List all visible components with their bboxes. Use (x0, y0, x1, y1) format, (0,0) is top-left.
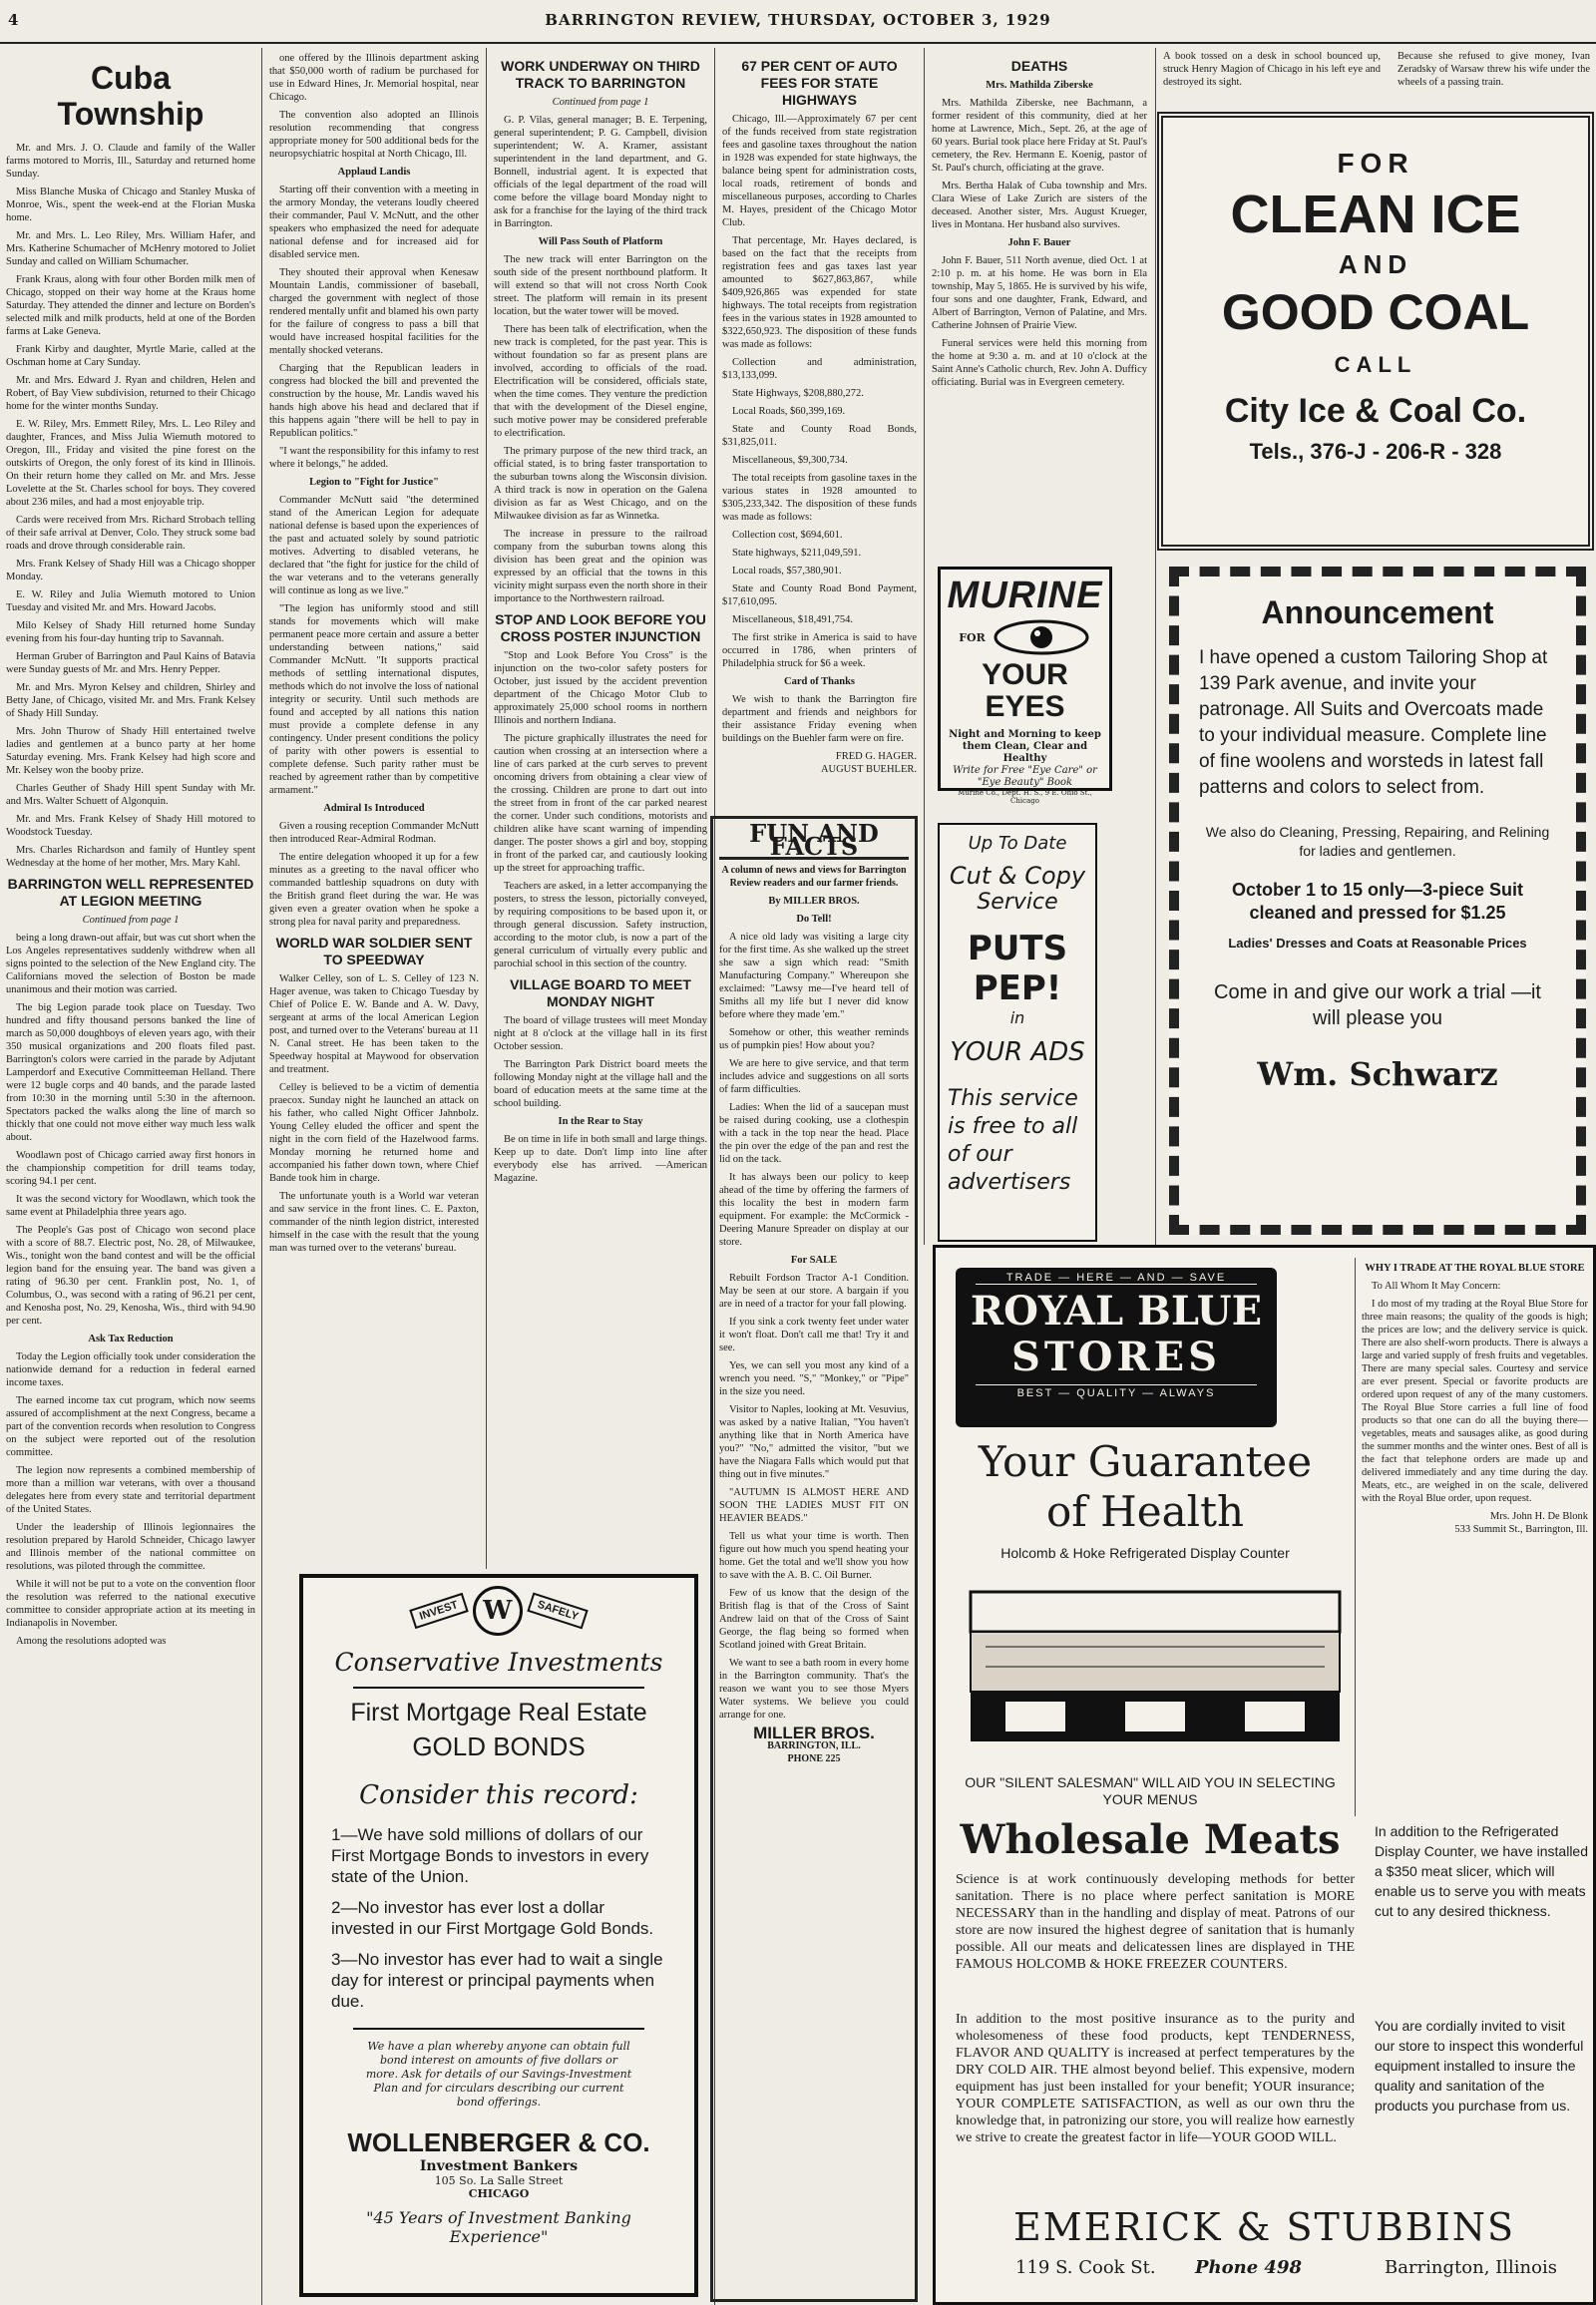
thanks-subhead: Card of Thanks (784, 676, 855, 687)
column-cuba-township (0, 48, 261, 2305)
bonds-line2: GOLD BONDS (412, 1731, 586, 1761)
rear-subhead: In the Rear to Stay (558, 1116, 643, 1127)
ice-l1: FOR (1337, 148, 1414, 179)
royal-side2: You are cordially invited to visit our store to inspect this wonderful equipment installed to insure the quality and sanitation of the products you purchase from us. (1375, 2018, 1584, 2113)
article-paragraph: Mrs. John Thurow of Shady Hill entertained twelve ladies and gentlemen at a bunco party at her home Saturday evening. Mrs. Frank Kelsey had high score and Mr. Kelsey won the booby prize. (6, 726, 255, 776)
copy-l4: PUTS PEP! (967, 929, 1068, 1008)
schwarz-offer: October 1 to 15 only—3-piece Suit cleaned and pressed for $1.25 (1231, 880, 1524, 923)
article-paragraph: The picture graphically illustrates the need for caution when crossing at an intersection where a line of cars parked at the curb serves to prevent oncoming drivers from obtaining a clear view of the crossing. Children are prone to dart out into the street from in front of the car parked nearest the corner. Under such conditions, motorists and children alike have scant warning of impending danger. The poster shows a girl and boy, stopping in front of the parked car, and cautiously looking up the street for approaching traffic. (494, 733, 707, 874)
article-paragraph: State Highways, $208,880,272. (732, 388, 864, 399)
article-paragraph: Be on time in life in both small and large things. Keep up to date. Don't limp into line after everybody else has arrived. —American Magazine. (494, 1134, 707, 1184)
tax-paras (6, 1350, 255, 1648)
landis-subhead: Applaud Landis (337, 167, 411, 178)
article-paragraph: If you sink a cork twenty feet under water it won't float. Don't call me that! Try it and see. (719, 1317, 909, 1353)
royal-g1: Your Guarantee (978, 1437, 1313, 1486)
article-paragraph: E. W. Riley and Julia Wiemuth motored to Union Tuesday and visited Mr. and Mrs. Howard Jacobs. (6, 589, 255, 613)
thanks-paras (722, 693, 917, 745)
bonds-fine: We have a plan whereby anyone can obtain full bond interest on amounts of five dollars or more. Ask for details of our Savings-Investment Plan and for circulars describing our current bond offerings. (365, 2040, 632, 2109)
article-paragraph: one offered by the Illinois department asking that $50,000 worth of radium be purchased for use in Edward Hines, Jr. Memorial hospital, near Chicago. (269, 53, 479, 103)
copy-l2: Cut & Copy (949, 862, 1086, 890)
fun-paras-2 (719, 1272, 909, 1722)
article-paragraph: State and County Road Bond Payment, $17,610,095. (722, 583, 917, 607)
platform-paras (494, 253, 707, 605)
rear-paras (494, 1133, 707, 1185)
article-paragraph: State and County Road Bonds, $31,825,011. (722, 424, 917, 448)
article-paragraph: The increase in pressure to the railroad company from the suburban towns along this division has been great and the opinion was expressed by an official that the towns in this vicinity might surpass even the north shore in their importance to the Northwestern railroad. (494, 529, 707, 604)
admiral-paras (269, 820, 479, 929)
schwarz-ladies: Ladies' Dresses and Coats at Reasonable Prices (1228, 936, 1527, 951)
article-paragraph: "I want the responsibility for this infamy to rest where it belongs," he added. (269, 446, 479, 470)
why-to: To All Whom It May Concern: (1372, 1281, 1501, 1292)
ice-l5: CALL (1334, 352, 1417, 377)
continued-note: Continued from page 1 (82, 915, 180, 926)
schwarz-also: We also do Cleaning, Pressing, Repairing, and Relining for ladies and gentlemen. (1205, 824, 1550, 859)
article-paragraph: Few of us know that the design of the British flag is that of the Cross of Saint Andrew laid on that of the Cross of Saint George, the flag being so formed when Scotland joined with Great Britain. (719, 1588, 909, 1651)
sale-subhead: For SALE (790, 1255, 838, 1266)
schwarz-title: Announcement (1261, 594, 1494, 630)
column-rule (924, 48, 925, 1245)
third-track-paras (494, 114, 707, 230)
column-auto-fees (716, 48, 923, 811)
murine-your-eyes: YOUR EYES (982, 658, 1068, 723)
brief-book-text: A book tossed on a desk in school bounced up, struck Henry Magion of Chicago in his left eye and destroyed its sight. (1163, 51, 1381, 88)
column-rule (486, 48, 487, 1569)
article-paragraph: Mrs. Mathilda Ziberske, nee Bachmann, a former resident of this community, died at her home at Lawrence, Mich., Sept. 26, at the age of 60 years. Burial took place here Friday at St. Paul's cemetery, the Rev. Hermann E. Koenig, pastor of St. Paul's church, officiating at the grave. (932, 98, 1147, 174)
village-board-headline: VILLAGE BOARD TO MEET MONDAY NIGHT (510, 976, 691, 1009)
eye-icon (992, 619, 1091, 655)
royal-addr: 119 S. Cook St. (1015, 2257, 1156, 2278)
bonds-addr: 105 So. La Salle Street (434, 2174, 564, 2187)
royal-holcomb: Holcomb & Hoke Refrigerated Display Counter (1000, 1545, 1290, 1561)
royal-side1: In addition to the Refrigerated Display Counter, we have installed a $350 meat slicer, which will enable us to serve you with meats cut to any desired thickness. (1375, 1823, 1589, 1919)
article-paragraph: Mr. and Mrs. L. Leo Riley, Mrs. William Hafer, and Mrs. Katherine Schumacher of McHenry motored to Joliet Sunday and called on William Schumacher. (6, 230, 255, 267)
article-paragraph: That percentage, Mr. Hayes declared, is based on the fact that the receipts from registration fees and gas taxes last year amounted to $627,863,867, while $409,926,865 was expended for state highways. The total receipts from registration fees in the various states in 1928 amounted to $322,650,923. The disposition of these funds was made as follows: (722, 235, 917, 350)
fun-sign-3: PHONE 225 (787, 1753, 841, 1764)
schwarz-name: Wm. Schwarz (1257, 1055, 1498, 1093)
royal-trade: TRADE — HERE — AND — SAVE (976, 1272, 1257, 1285)
fun-sign-1: MILLER BROS. (753, 1724, 875, 1742)
fun-by: By MILLER BROS. (768, 896, 860, 907)
murine-write: Write for Free "Eye Care" or "Eye Beauty" Book (953, 765, 1097, 788)
bonds-line3: Consider this record: (359, 1780, 638, 1810)
article-paragraph: Frank Kraus, along with four other Borden milk men of Chicago, stopped on their way home at the Kraus home Saturday. They attended the dinner and lecture on Borden's selected milk and milk products, held at one of the Borden farms at Lake Geneva. (6, 274, 255, 337)
cuba-paras (6, 142, 255, 870)
ad-wollenberger (299, 1574, 698, 2297)
copy-l1: Up To Date (968, 833, 1067, 854)
brief-warsaw (1392, 46, 1596, 116)
article-paragraph: The convention also adopted an Illinois resolution recommending that congress appropriate money for 500 additional beds for the neuropsychiatric hospital at North Chicago, Ill. (269, 110, 479, 160)
ad-schwarz (1169, 567, 1586, 1235)
article-paragraph: Collection and administration, $13,133,099. (722, 357, 917, 381)
ad-copy-service (938, 823, 1097, 1242)
murine-addr: Murine Co., Dept. H. S., 9 E. Ohio St., Chicago (958, 789, 1092, 805)
article-paragraph: Visitor to Naples, looking at Mt. Vesuvius, was asked by a native Italian, "You haven't anything like that in North America have you?" "No," admitted the visitor, "but we have the Niagara Falls which would put that thing out in five minutes." (719, 1404, 909, 1480)
royal-city: Barrington, Illinois (1385, 2257, 1557, 2278)
article-paragraph: Mr. and Mrs. Myron Kelsey and children, Shirley and Betty Jane, of Chicago, visited Mr. and Mrs. Frank Kelsey of Shady Hill Sunday. (6, 682, 255, 719)
soldier-paras (269, 972, 479, 1255)
article-paragraph: Somehow or other, this weather reminds us of pumpkin pies! How about you? (719, 1027, 909, 1051)
column-legion (263, 48, 485, 1569)
article-paragraph: Walker Celley, son of L. S. Celley of 123 N. Hager avenue, was taken to Chicago Tuesday by Chief of Police E. W. Bande and A. W. Davy, sergeant at arms of the local American Legion post, and turned over to the Veterans' bureau at 11 N. Canal street. He has been taken to the Speedway hospital at Maywood for observation and treatment. (269, 973, 479, 1075)
page-number: 4 (8, 11, 20, 29)
thanks-sig-2: AUGUST BUEHLER. (820, 764, 917, 775)
legion-paras (6, 932, 255, 1328)
article-paragraph: Local roads, $57,380,901. (732, 566, 842, 576)
cuba-title: Cuba (91, 60, 171, 96)
article-paragraph: Miscellaneous, $18,491,754. (732, 614, 854, 625)
ice-l4: GOOD COAL (1221, 284, 1530, 340)
brief-warsaw-text: Because she refused to give money, Ivan Zeradsky of Warsaw threw his wife under the wheels of a passing train. (1397, 51, 1590, 88)
ice-l7: Tels., 376-J - 206-R - 328 (1249, 439, 1502, 464)
stop-look-paras (494, 649, 707, 970)
bauer-paras (932, 254, 1147, 389)
deaths-headline: DEATHS (1010, 58, 1068, 74)
masthead (0, 0, 1596, 44)
article-paragraph: John F. Bauer, 511 North avenue, died Oct. 1 at 2:10 p. m. at his home. He was born in Ela township, May 5, 1865. He is survived by his wife, four sons and one daughter, Frank, Edward, and Albert of Barrington, Vernon of Palatine, and Mrs. Catherine Johnsen of Prairie View. (932, 255, 1147, 331)
ice-l3: AND (1338, 249, 1413, 279)
article-paragraph: While it will not be put to a vote on the convention floor the resolution was referred to the national executive committee to consider appropriate action at its meeting in Indianapolis in November. (6, 1579, 255, 1629)
village-board-paras (494, 1014, 707, 1110)
bond-record-item: 2—No investor has ever lost a dollar invested in our First Mortgage Gold Bonds. (331, 1898, 654, 1938)
copy-l7: This service is free to all of our advertisers (948, 1086, 1078, 1195)
bonds-title: Conservative Investments (334, 1648, 663, 1677)
copy-l5: in (1009, 1008, 1025, 1027)
brief-book (1157, 46, 1387, 116)
royal-g2: of Health (1045, 1487, 1245, 1536)
article-paragraph: Cards were received from Mrs. Richard Strobach telling of their safe arrival at Denver, Colo. They struck some bad roads and drove through considerable rain. (6, 515, 255, 552)
royal-logo (956, 1268, 1277, 1427)
bonds-line1: First Mortgage Real Estate (350, 1699, 647, 1727)
fun-sign-2: BARRINGTON, ILL. (767, 1740, 861, 1751)
admiral-subhead: Admiral Is Introduced (323, 803, 425, 814)
article-paragraph: Starting off their convention with a meeting in the armory Monday, the veterans loudly cheered their commander, Paul V. McNutt, and the other speakers who emphasized the need for adequate national defense and for increased aid for disabled service men. (269, 185, 479, 260)
article-paragraph: State highways, $211,049,591. (732, 548, 862, 559)
thanks-sig-1: FRED G. HAGER. (835, 751, 917, 762)
article-paragraph: Celley is believed to be a victim of dementia praecox. Sunday night he launched an attack on his father, who called Night Officer Jahnbolz. Young Celley eluded the officer and spent the night in the corn field of the Hazelwood farms. Monday morning he returned home and accompanied his father down town, where Chief Bande took him in charge. (269, 1082, 479, 1184)
article-paragraph: The legion now represents a combined membership of more than a million war veterans, with over a thousand delegates here from every state and territorial department of the United States. (6, 1465, 255, 1515)
royal-p1: Science is at work continuously developing methods for better sanitation. There is no place where perfect sanitation is MORE NECESSARY than in the handling and display of meat. Patrons of our store are now insured the highest degree of sanitation that is humanly possible. All our meats and delicatessen lines are displayed in THE FAMOUS HOLCOMB & HOKE FREEZER COUNTERS. (956, 1872, 1355, 1972)
article-paragraph: Funeral services were held this morning from the home at 9:30 a. m. and at 10 o'clock at the Saint Anne's Catholic church, Rev. John A. Dufficy officiating. Burial was in Evergreen cemetery. (932, 338, 1147, 388)
article-paragraph: Woodlawn post of Chicago carried away first honors in the championship competition for drill teams today, scoring 94.1 per cent. (6, 1150, 255, 1187)
article-paragraph: It has always been our policy to keep ahead of the time by offering the farmers of this locality the best in modern farm equipment. For example: the McCormick - Deering Manure Spreader on display at our store. (719, 1172, 909, 1248)
w-emblem-icon: W (473, 1586, 523, 1636)
royal-p2: In addition to the most positive insurance as to the purity and wholesomeness of these food products, kept TENDERNESS, FLAVOR AND QUALITY is increased at perfect temperatures by the DRY COLD AIR. THE almost beyond belief. This expensive, modern equipment has just been installed for your benefit; YOUR insurance; YOUR COMPLETE SATISFACTION, as well as our own thru the knowledge that, in patronizing our store, you will realize how earnestly we strive to create the greatest factor in life—YOUR GOOD WILL. (956, 2012, 1355, 2145)
article-paragraph: The total receipts from gasoline taxes in the various states in 1928 amounted to $305,233,342. The disposition of these funds was made as follows: (722, 473, 917, 523)
article-paragraph: Herman Gruber of Barrington and Paul Kains of Batavia were Sunday guests of Mr. and Mrs. Henry Pepper. (6, 651, 255, 675)
article-paragraph: Today the Legion officially took under consideration the nationwide demand for a reduction in federal earned income taxes. (6, 1351, 255, 1388)
ziberske-paras (932, 97, 1147, 231)
article-paragraph: Mrs. Bertha Halak of Cuba township and Mrs. Clara Wiese of Lake Zurich are sisters of the deceased. Another sister, Mrs. August Krueger, lives in Montana. Her husband also survives. (932, 181, 1147, 230)
auto-fees-headline: 67 PER CENT OF AUTO FEES FOR STATE HIGHWAYS (741, 58, 898, 108)
article-paragraph: "Stop and Look Before You Cross" is the injunction on the two-color safety posters for October, just issued by the accident prevention department of the Chicago Motor Club to approximately 25,000 school rooms in northern Illinois and northern Indiana. (494, 650, 707, 726)
fun-title: FUN AND FACTS (719, 827, 909, 860)
article-paragraph: Ladies: When the lid of a saucepan must be raised during cooking, use a clothespin with a tack in the top near the head. Place the pin over the edge of the pan and rest the lid on the tack. (719, 1102, 909, 1165)
article-paragraph: The board of village trustees will meet Monday night at 8 o'clock at the village hall in its first October session. (494, 1015, 707, 1052)
article-paragraph: The unfortunate youth is a World war veteran and saw service in the front lines. C. E. Paxton, commander of the ninth legion district, interested himself in the case with the result that the young man was turned over to the veterans' bureau. (269, 1191, 479, 1254)
ziberske-subhead: Mrs. Mathilda Ziberske (986, 80, 1093, 91)
article-paragraph: Given a rousing reception Commander McNutt then introduced Rear-Admiral Rodman. (269, 821, 479, 845)
article-paragraph: Under the leadership of Illinois legionnaires the resolution prepared by Harold Schneider, Chicago lawyer and Illinois member of the national committee on resolutions, was piloted through the committee. (6, 1522, 255, 1572)
article-paragraph: They shouted their approval when Kenesaw Mountain Landis, commissioner of baseball, charged the government with neglect of those rendered mentally unfit and blamed his own party for the failure of congress to pass a bill that would have increased hospital facilities for the mentally shocked veterans. (269, 267, 479, 356)
royal-em: EMERICK & STUBBINS (1012, 2205, 1515, 2249)
landis-paras (269, 184, 479, 471)
bond-record-item: 1—We have sold millions of dollars of our First Mortgage Bonds to investors in every state of the Union. (331, 1825, 649, 1886)
platform-subhead: Will Pass South of Platform (538, 236, 663, 247)
article-paragraph: Miscellaneous, $9,300,734. (732, 455, 848, 466)
article-paragraph: "AUTUMN IS ALMOST HERE AND SOON THE LADIES MUST FIT ON HEAVIER BEADS." (719, 1487, 909, 1524)
article-paragraph: The primary purpose of the new third track, an official stated, is to bring faster transportation to the suburban towns along the Wisconsin division. A third track is now in operation on the Galena division as far as West Chicago, and on the Milwaukee division as far as Winnetka. (494, 446, 707, 522)
article-paragraph: being a long drawn-out affair, but was cut short when the Los Angeles representatives suddenly withdrew when all signs pointed to the selection of the New England city. The Californians moved the selection of Boston be made unanimous and their motion was carried. (6, 933, 255, 995)
article-paragraph: Mr. and Mrs. Frank Kelsey of Shady Hill motored to Woodstock Tuesday. (6, 814, 255, 838)
article-paragraph: Milo Kelsey of Shady Hill returned home Sunday evening from his four-day hunting trip to Savannah. (6, 620, 255, 644)
article-paragraph: A nice old lady was visiting a large city for the first time. As she walked up the street she saw a sign which read: "Smith Manufacturing Company." Whereupon she exclaimed: "Lawsy me—I've heard tell of Smiths all my life but I never did know before where they made 'em." (719, 932, 909, 1020)
article-paragraph: Rebuilt Fordson Tractor A-1 Condition. May be seen at our store. A bargain if you are in need of a tractor for your fall plowing. (719, 1273, 909, 1310)
article-paragraph: Charging that the Republican leaders in congress had blocked the bill and prevented the construction by the house, Mr. Landis waved his hands high above his head and declared that if this happens again "there will be hell to pay in Republican politics." (269, 363, 479, 439)
bonds-items (323, 1824, 674, 2012)
article-paragraph: Mrs. Frank Kelsey of Shady Hill was a Chicago shopper Monday. (6, 559, 255, 582)
schwarz-body: I have opened a custom Tailoring Shop at 139 Park avenue, and invite your patronage. All Suits and Overcoats made to your individual measure. Complete line of fine woolens and worsteds in latest fall patterns and colors to select from. (1199, 647, 1548, 798)
article-paragraph: Mr. and Mrs. Edward J. Ryan and children, Helen and Robert, of Bay View subdivision, returned to their Chicago home for the winter months Sunday. (6, 375, 255, 412)
article-paragraph: We want to see a bath room in every home in the Barrington community. That's the reason we want you to see those Myers Water systems. We believe you could arrange for one. (719, 1658, 909, 1721)
article-paragraph: We are here to give service, and that term includes advice and suggestions on all sorts of farm difficulties. (719, 1058, 909, 1095)
safely-label: SAFELY (527, 1592, 589, 1629)
article-paragraph: The People's Gas post of Chicago won second place with a score of 88.7. Electric post, No. 28, of Milwaukee, Wis., tonight won the band contest and will be the official legion band for the ensuing year. The band was given a rating of 96.30 per cent. Franklin post, No. 1, of Columbus, O., was second with a rating of 96.21 per cent, and Kenosha post, No. 29, Kenosha, Wis., third with 94.90 per cent. (6, 1225, 255, 1327)
article-paragraph: Chicago, Ill.—Approximately 67 per cent of the funds received from state registration fees and gasoline taxes throughout the nation in 1928 was expended for state highways, the balance being spent for administration costs, local roads, retirement of bonds and miscellaneous purposes, according to Charles M. Hayes, president of the Chicago Motor Club. (722, 114, 917, 228)
article-paragraph: The entire delegation whooped it up for a few minutes as a greeting to the naval officer who commanded battleship squadrons on duty with the British grand fleet during the war. He was given even a greater ovation when he spoke a strong plea for naval parity and preparedness. (269, 852, 479, 928)
justice-paras (269, 494, 479, 797)
article-paragraph: Charles Geuther of Shady Hill spent Sunday with Mr. and Mrs. Walter Schuett of Algonquin. (6, 783, 255, 807)
article-paragraph: Tell us what your time is worth. Then figure out how much you spend heating your home. Get the total and we'll show you how to save with the A. B. C. Oil Burner. (719, 1531, 909, 1581)
article-paragraph: There has been talk of electrification, when the new track is completed, for the past year. This is without foundation so far as present plans are involved, according to officials of the road. Electrification will be considered, officials state, when the time comes. They venture the prediction that with the development of the Diesel engine, such motive power may be considered preferable to electrification. (494, 324, 707, 439)
murine-for: FOR (959, 630, 986, 644)
royal-best: BEST — QUALITY — ALWAYS (976, 1384, 1257, 1399)
article-paragraph: "The legion has uniformly stood and still stands for movements which will make permanent peace more certain and assure a better understanding between nations," said Commander McNutt. "It supports practical methods of settling international disputes, methods which do not involve the loss of national integrity or security. Until such methods are found and accepted by all nations this nation must provide a complete defense in any contingency. Under present conditions the policy of parity with other powers is essential to complete defense. Such parity rather must be reached by agreement rather than by competitive armament." (269, 603, 479, 796)
column-rule (261, 48, 262, 2305)
township-title: Township (57, 96, 204, 132)
ad-royal-blue (933, 1245, 1596, 2305)
column-rule (1155, 48, 1156, 1245)
why-title: WHY I TRADE AT THE ROYAL BLUE STORE (1365, 1263, 1585, 1274)
bonds-city: CHICAGO (468, 2187, 530, 2200)
column-deaths (926, 48, 1153, 576)
article-paragraph: Local Roads, $60,399,169. (732, 406, 846, 417)
article-paragraph: Frank Kirby and daughter, Myrtle Marie, called at the Oschman home at Cary Sunday. (6, 344, 255, 368)
copy-l3: Service (977, 890, 1058, 915)
schwarz-come: Come in and give our work a trial —it will please you (1214, 981, 1541, 1029)
why-body: I do most of my trading at the Royal Blue Store for three main reasons; the quality of the goods is high; the prices are low; and the delivery service is quick. There are also shelf-worn products. There is always a large and varied supply of fresh fruits and vegetables. There are many special sales. Courtesy and service are ever present. Special or favorite products are ordered upon request of any of the many customers. The Royal Blue Store carries a full line of food products so that one can do all the buying there—vegetables, meats and sausages alike, as good during the summer months and the winter ones. Best of all is the fact that telephone orders are made up and delivered immediately and any time during the day. Meats, etc., are weighed in on the scale, delivered with the Royal Blue order, upon request. (1362, 1299, 1588, 1504)
why-addr: 533 Summit St., Barrington, Ill. (1454, 1524, 1588, 1535)
bond-record-item: 3—No investor has ever had to wait a single day for interest or principal payments when due. (331, 1950, 663, 2011)
article-paragraph: The Barrington Park District board meets the following Monday night at the village hall and the board of education meets at the same time at the school building. (494, 1059, 707, 1109)
article-paragraph: Yes, we can sell you most any kind of a wrench you need. "S," "Monkey," or "Pipe" in the size you need. (719, 1360, 909, 1397)
article-paragraph: The new track will enter Barrington on the south side of the present northbound platform. It will extend so that will not cross North Cook street. The platform will remain in its present location, but the water tower will be moved. (494, 254, 707, 317)
article-paragraph: Mr. and Mrs. J. O. Claude and family of the Waller farms motored to Morris, Ill., Saturday and returned home Sunday. (6, 143, 255, 180)
royal-name1: ROYAL BLUE (970, 1288, 1263, 1335)
invest-label: INVEST (409, 1593, 468, 1629)
copy-l6: YOUR ADS (950, 1037, 1085, 1067)
bonds-sub: Investment Bankers (419, 2158, 579, 2174)
ice-l2: CLEAN ICE (1230, 185, 1521, 244)
royal-phone: Phone 498 (1195, 2257, 1303, 2278)
why-trade (1355, 1258, 1594, 1816)
bonds-company: WOLLENBERGER & CO. (347, 2127, 650, 2157)
fun-and-facts (710, 816, 918, 2302)
murine-brand: MURINE (947, 575, 1103, 616)
article-paragraph: The first strike in America is said to have occurred in 1786, when printers of Philadelphia struck for $6 a week. (722, 632, 917, 669)
ad-city-ice (1157, 112, 1594, 551)
justice-subhead: Legion to "Fight for Justice" (309, 477, 439, 488)
third-track-headline: WORK UNDERWAY ON THIRD TRACK TO BARRINGTON (501, 58, 700, 91)
soldier-headline: WORLD WAR SOLDIER SENT TO SPEEDWAY (275, 935, 473, 967)
ad-murine (938, 567, 1112, 805)
article-paragraph: Among the resolutions adopted was (16, 1636, 167, 1647)
article-paragraph: Collection cost, $694,601. (732, 530, 843, 541)
article-paragraph: E. W. Riley, Mrs. Emmett Riley, Mrs. L. Leo Riley and daughter, Frances, and Miss Julia Wiemuth motored to Oregon, Ill., Friday and visited the pine forest on the outskirts of Oregon, the only forest of its kind in Illinois. On their return home they called on Mr. and Mrs. Jesse Lovelette at the St. Charles school for boys. They covered about 236 miles, and had a most enjoyable trip. (6, 419, 255, 508)
fun-paras (719, 931, 909, 1249)
article-paragraph: Mrs. Charles Richardson and family of Huntley spent Wednesday at the home of her mother, Mrs. Mary Kahl. (6, 845, 255, 869)
article-paragraph: Miss Blanche Muska of Chicago and Stanley Muska of Monroe, Wis., spent the week-end at the Florian Muska home. (6, 187, 255, 223)
article-paragraph: Commander McNutt said "the determined stand of the American Legion for adequate national defense is based upon the experiences of the past and actuated solely by sound patriotic motives. Adverting to disabled veterans, he declared that "the fight for justice for the child of the war veterans and to the veterans generally will continue as long as we live." (269, 495, 479, 596)
tax-subhead: Ask Tax Reduction (88, 1334, 174, 1345)
column-third-track (488, 48, 713, 1569)
auto-fees-paras (722, 113, 917, 670)
masthead-title: BARRINGTON REVIEW, THURSDAY, OCTOBER 3, 1929 (545, 11, 1051, 29)
bauer-subhead: John F. Bauer (1007, 237, 1071, 248)
royal-silent: OUR "SILENT SALESMAN" WILL AID YOU IN SELECTING YOUR MENUS (965, 1774, 1336, 1807)
royal-wholesale: Wholesale Meats (960, 1816, 1341, 1863)
article-paragraph: We wish to thank the Barrington fire department and friends and neighbors for their assistance Friday evening when buildings on the Buehler farm were on fire. (722, 694, 917, 744)
bonds-tagline: "45 Years of Investment Banking Experience" (366, 2208, 631, 2246)
display-counter-icon (966, 1572, 1345, 1756)
article-paragraph: The big Legion parade took place on Tuesday. Two hundred and fifty thousand persons banked the line of march as 50,000 doughboys of eleven years ago, with their 350 musical organizations and 200 floats filed past. Barrington's colors were carried in the parade by Adjutant Lamperdorf and Executive Committeeman Helland. There were 12 bugle corps and 40 bands, and the parade lasted from 10:30 in the morning until 5:30 in the afternoon. Spectators packed the walks along the line of march so thickly that one could not move either way much less walk about. (6, 1002, 255, 1143)
murine-text: Night and Morning to keep them Clean, Clear and Healthy (949, 729, 1101, 764)
ice-l6: City Ice & Coal Co. (1224, 392, 1527, 430)
why-sig: Mrs. John H. De Blonk (1489, 1511, 1588, 1522)
fun-subhead: Do Tell! (796, 914, 832, 925)
radium-paras (269, 52, 479, 161)
article-paragraph: It was the second victory for Woodlawn, which took the same event at Philadelphia three years ago. (6, 1194, 255, 1218)
legion-headline: BARRINGTON WELL REPRESENTED AT LEGION MEETING (7, 876, 254, 909)
fun-intro: A column of news and views for Barrington Review readers and our farmer friends. (721, 865, 907, 889)
article-paragraph: G. P. Vilas, general manager; B. E. Terpening, general superintendent; P. G. Campbell, division superintendent; W. A. Kramer, assistant superintendent in the land department, and G. Bonnell, industrial agent. It is expected that officials of the legal department of the road will come before the village board Monday night to ask for a franchise for the laying of the third track in Barrington. (494, 115, 707, 229)
continued-note: Continued from page 1 (552, 97, 649, 108)
stop-look-headline: STOP AND LOOK BEFORE YOU CROSS POSTER INJUNCTION (495, 611, 706, 644)
article-paragraph: The earned income tax cut program, which now seems assured of accomplishment at the next Congress, became a part of the convention records when resolution to Congress on the subject were reported out of the resolution committee. (6, 1395, 255, 1458)
article-paragraph: Teachers are asked, in a letter accompanying the posters, to stress the lesson, pictorially conveyed, by requiring compositions to be based upon it, or through general discussion. Safety instruction, according to the motor club, is now a part of the general curriculum of virtually every public and parochial school in this section of the country. (494, 881, 707, 969)
royal-name2: STORES (1010, 1334, 1222, 1380)
